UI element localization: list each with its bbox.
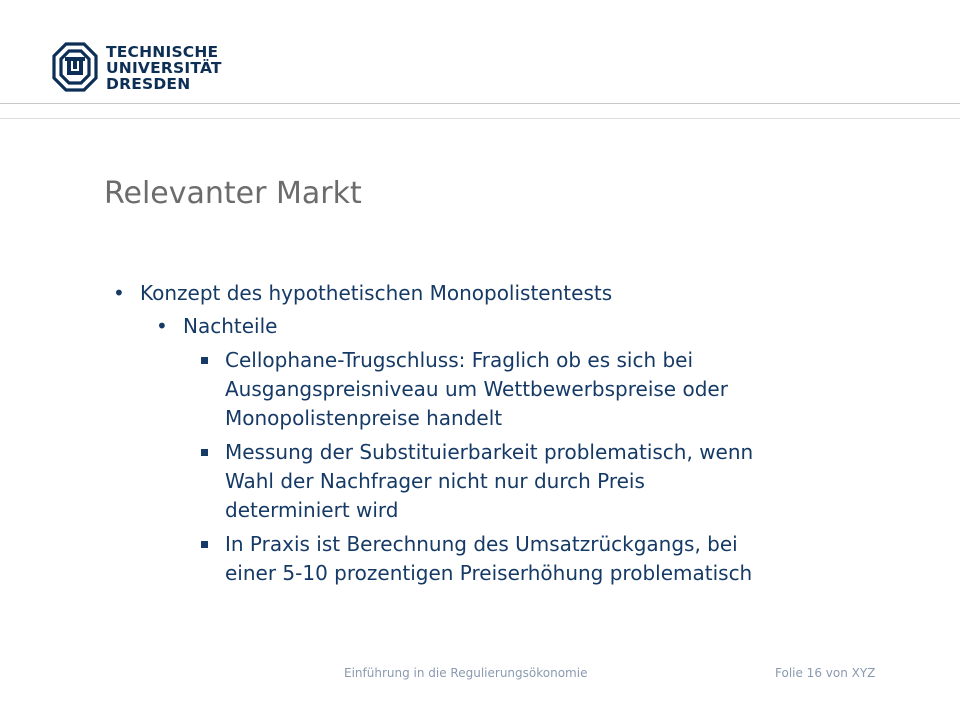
bullet-text-line: Monopolistenpreise handelt bbox=[225, 406, 503, 430]
bullet-level-3-item bbox=[225, 530, 885, 588]
bullet-text-line: In Praxis ist Berechnung des Umsatzrückgangs, bei bbox=[225, 532, 738, 556]
header-divider-secondary bbox=[0, 118, 960, 119]
logo-line-1: TECHNISCHE bbox=[106, 43, 219, 61]
square-bullet-icon bbox=[201, 357, 208, 364]
bullet-level-1 bbox=[113, 279, 613, 308]
bullet-text-line: determiniert wird bbox=[225, 498, 399, 522]
bullet-text-line: Wahl der Nachfrager nicht nur durch Preis bbox=[225, 469, 645, 493]
bullet-level-1-text: Konzept des hypothetischen Monopolistentests bbox=[140, 281, 613, 305]
bullet-text-line: Cellophane-Trugschluss: Fraglich ob es sich bei bbox=[225, 348, 694, 372]
footer-course-title: Einführung in die Regulierungsökonomie bbox=[344, 666, 588, 680]
bullet-level-2 bbox=[156, 312, 278, 341]
bullet-text-line: Ausgangspreisniveau um Wettbewerbspreise oder bbox=[225, 377, 728, 401]
bullet-level-2-text: Nachteile bbox=[183, 314, 278, 338]
university-logo bbox=[52, 42, 252, 98]
bullet-level-3-item bbox=[225, 346, 885, 433]
bullet-text-line: Messung der Substituierbarkeit problematisch, wenn bbox=[225, 440, 754, 464]
square-bullet-icon bbox=[201, 449, 208, 456]
logo-line-2: UNIVERSITÄT bbox=[106, 59, 222, 77]
tu-dresden-logo-icon bbox=[52, 42, 98, 92]
bullet-dot-icon: • bbox=[113, 281, 125, 305]
university-name bbox=[106, 44, 222, 92]
logo-line-3: DRESDEN bbox=[106, 75, 191, 93]
bullet-level-3-item bbox=[225, 438, 885, 525]
bullet-text-line: einer 5-10 prozentigen Preiserhöhung problematisch bbox=[225, 561, 753, 585]
square-bullet-icon bbox=[201, 541, 208, 548]
header-divider bbox=[0, 103, 960, 104]
footer-page-number: Folie 16 von XYZ bbox=[775, 666, 876, 680]
slide-title: Relevanter Markt bbox=[104, 176, 362, 211]
bullet-dot-icon: • bbox=[156, 314, 168, 338]
